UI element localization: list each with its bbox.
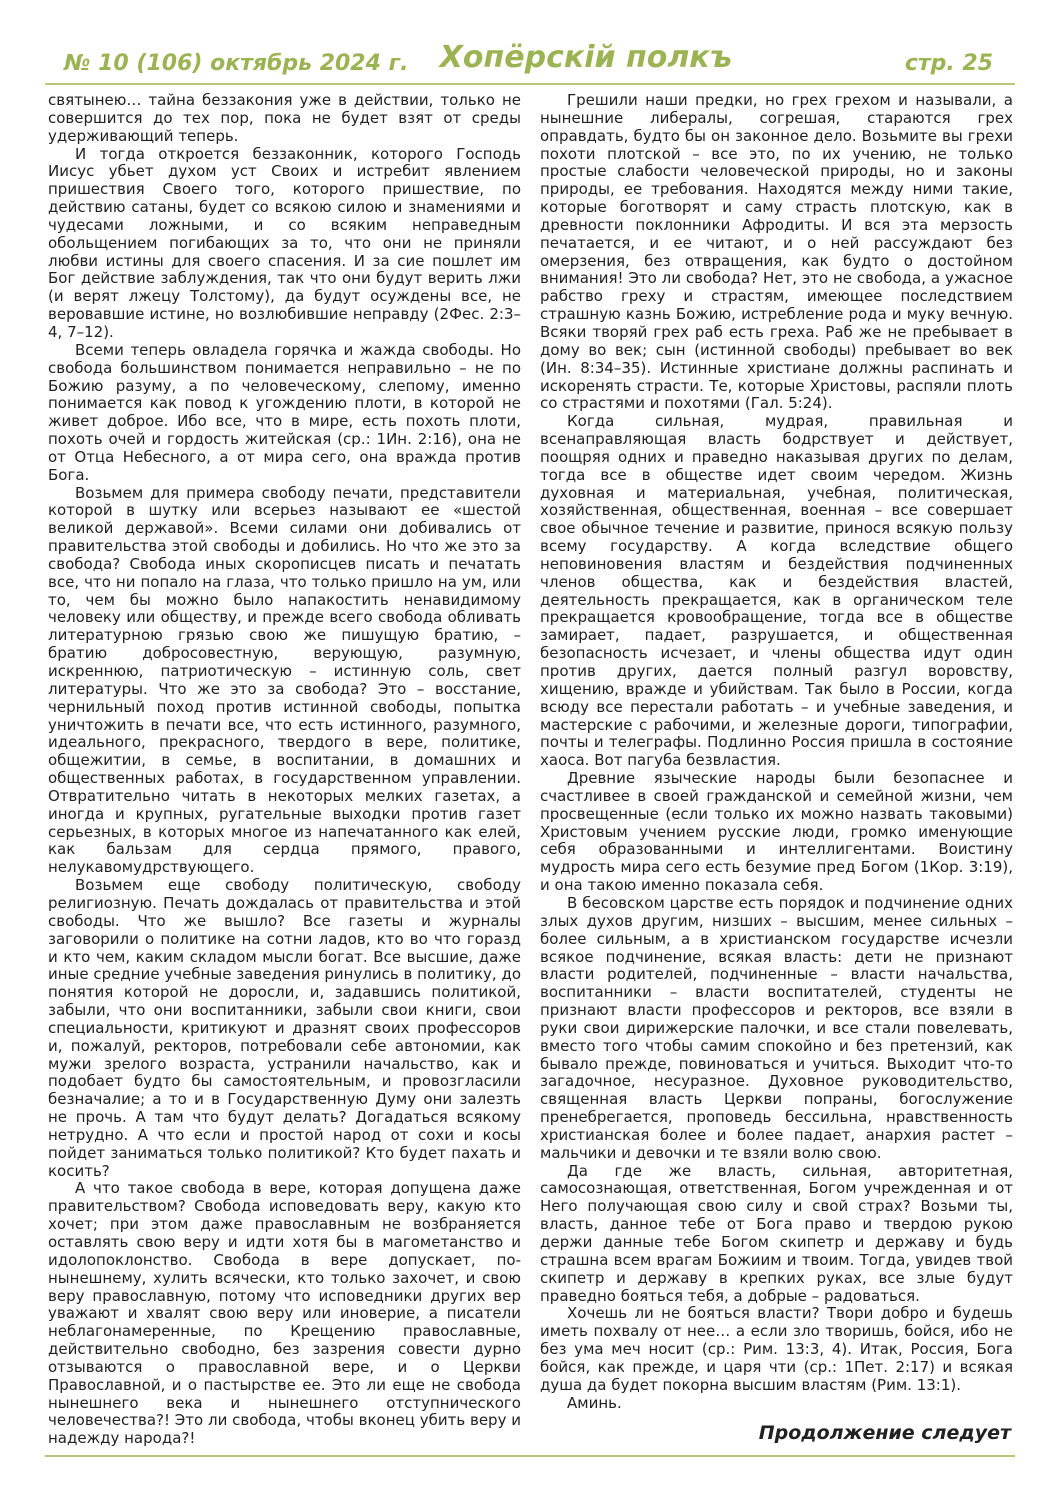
footer-divider (45, 1455, 1015, 1457)
paragraph: Возьмем еще свободу политическую, свободу религиозную. Печать дождалась от правительства и этой свободы. Что же вышло? Все газеты и журналы заговорили о политике на сотни ладов, кто во что горазд и кто чем, каким складом мысли богат. Все высшие, даже иные средние учебные заведения ринулись в политику, до понятия которой не доросли, и, задавшись политикой, забыли, что они воспитанники, забыли свои книги, свои специальности, критикуют и дразнят своих профессоров и, пожалуй, ректоров, потребовали себе автономии, как мужи зрелого возраста, устранили начальство, как и подобает будто бы самостоятельным, и провозгласили безначалие; а то и в Государственную Думу они залезть не прочь. А там что будут делать? Догадаться всякому нетрудно. А что если и простой народ от сохи и косы пойдет заниматься только политикой? Кто будет пахать и косить? (48, 876, 521, 1180)
paragraph: Да где же власть, сильная, авторитетная, самосознающая, ответственная, Богом учрежденная и от Него получающая свою силу и свой страх? Возьми ты, власть, данное тебе от Бога право и твердою рукою держи данные тебе Богом скипетр и державу и будь страшна всем врагам Божиим и твоим. Тогда, увидев твой скипетр и державу в крепких руках, все злые будут праведно бояться тебя, а добрые – радоваться. (540, 1161, 1013, 1305)
continuation-note: Продолжение следует (758, 1422, 1011, 1444)
paragraph: Когда сильная, мудрая, правильная и всенаправляющая власть бодрствует и действует, поощряя одних и праведно наказывая других по делам, тогда все в обществе идет своим чередом. Жизнь духовная и материальная, учебная, политическая, хозяйственная, общественная, военная – все совершает свое обычное течение и развитие, принося всякую пользу всему государству. А когда вследствие общего неповиновения властям и бездействия подчиненных членов общества, как и бездействия властей, деятельность прекращается, как в органическом теле прекращается кровообращение, тогда все в обществе замирает, падает, разрушается, и общественная безопасность исчезает, и члены общества идут один против других, дается полный разгул воровству, хищению, вражде и убийствам. Так было в России, когда всюду все перестали работать – и учебные заведения, и мастерские с рабочими, и железные дороги, типографии, почты и телеграфы. Подлинно Россия пришла в состояние хаоса. Вот пагуба безвластия. (540, 412, 1013, 770)
paragraph: Всеми теперь овладела горячка и жажда свободы. Но свобода большинством понимается неправильно – не по Божию разуму, а по человеческому, слепому, именно понимается как повод к угождению плоти, в которой не живет доброе. Ибо все, что в мире, есть похоть плоти, похоть очей и гордость житейская (ср.: 1Ин. 2:16), она не от Отца Небесного, а от мира сего, она вражда против Бога. (48, 340, 521, 484)
left-column (48, 92, 521, 1452)
masthead-title: Хопёрскій полкъ (439, 40, 733, 75)
paragraph: А что такое свобода в вере, которая допущена даже правительством? Свобода исповедовать веру, какую кто хочет; при этом даже православным не возбраняется оставлять свою веру и идти хотя бы в магометанство и идолопоклонство. Свобода в вере допускает, по-нынешнему, хулить всячески, кто только захочет, и свою веру православную, потому что исповедники других вер уважают и хвалят свою веру или иноверие, а писатели неблагонамеренные, по Крещению православные, действительно свободно, без зазрения совести дурно отзываются о православной вере, и о Церкви Православной, и о пастырстве ее. Это ли еще не свобода нынешнего века и нынешнего отступнического человечества?! Это ли свобода, чтобы вконец убить веру и надежду народа?! (48, 1179, 521, 1448)
right-column (540, 92, 1013, 1452)
issue-date-label: № 10 (106) октябрь 2024 г. (64, 51, 409, 76)
paragraph: Древние языческие народы были безопаснее и счастливее в своей гражданской и семейной жизни, чем просвещенные (если только их можно назвать таковыми) Христовым учением русские люди, громко именующие себя образованными и интеллигентами. Воистину мудрость мира сего есть безумие пред Богом (1Кор. 3:19), и она такою именно показала себя. (540, 769, 1013, 895)
paragraph: Аминь. (567, 1393, 622, 1412)
paragraph: И тогда откроется беззаконник, которого Господь Иисус убьет духом уст Своих и истребит явлением пришествия Своего того, которого пришествие, по действию сатаны, будет со всякою силою и знамениями и чудесами ложными, и со всяким неправедным обольщением погибающих за то, что они не приняли любви истины для своего спасения. И за сие пошлет им Бог действие заблуждения, так что они будут верить лжи (и верят лжецу Толстому), да будут осуждены все, не веровавшие истине, но возлюбившие неправду (2Фес. 2:3–4, 7–12). (48, 144, 521, 341)
article-body (48, 92, 1013, 1452)
paragraph: святынею… тайна беззакония уже в действии, только не совершится до тех пор, пока не будет взят от среды удерживающий теперь. (48, 92, 521, 145)
header-divider (45, 83, 1015, 85)
paragraph: Возьмем для примера свободу печати, представители которой в шутку или всерьез называют ее «шестой великой державой». Всеми силами они добивались от правительства этой свободы и добились. Но что же это за свобода? Свобода иных скорописцев писать и печатать все, что ни попало на глаза, что только пришло на ум, или то, чем бы можно было напакостить ненавидимому человеку или обществу, и прежде всего свобода обливать литературною грязью свою же пишущую братию, – братию добросовестную, верующую, разумную, искреннюю, патриотическую – истинную соль, свет литературы. Что же это за свобода? Это – восстание, чернильный поход против истинной свободы, попытка уничтожить в печати все, что есть истинного, разумного, идеального, прекрасного, твердого в вере, политике, общежитии, в семье, в воспитании, в домашних и общественных работах, в государственном управлении. Отвратительно читать в некоторых мелких газетах, а иногда и крупных, ругательные выходки против газет серьезных, в которых многое из напечатанного как елей, как бальзам для сердца прямого, правого, нелукавомудрствующего. (48, 483, 521, 877)
paragraph: В бесовском царстве есть порядок и подчинение одних злых духов другим, низших – высшим, менее сильных – более сильным, а в христианском государстве исчезли всякое подчинение, всякая власть: дети не признают власти родителей, подчиненные – власти начальства, воспитанники – власти воспитателей, студенты не признают власти профессоров и ректоров, все взяли в руки свои дирижерские палочки, и все стали повелевать, вместо того чтобы самим спокойно и без претензий, как бывало прежде, повиноваться и учиться. Выходит что-то загадочное, несуразное. Духовное руководительство, священная власть Церкви попраны, богослужение пренебрегается, проповедь бессильна, нравственность христианская более и более падает, анархия растет – мальчики и девочки и те взяли волю свою. (540, 893, 1013, 1162)
page-number-label: стр. 25 (904, 51, 993, 76)
paragraph: Грешили наши предки, но грех грехом и называли, а нынешние либералы, согрешая, стараются грех оправдать, будто бы он законное дело. Возьмите вы грехи похоти плотской – все это, по их учению, не только простые слабости человеческой природы, но и законы природы, ее требования. Находятся между ними такие, которые боготворят и саму страсть плотскую, как в древности поклонники Афродиты. И вся эта мерзость печатается, и ее читают, и о ней рассуждают без омерзения, без отвращения, как будто о достойном внимания! Это ли свобода? Нет, это не свобода, а ужасное рабство греху и страстям, имеющее последствием страшную казнь Божию, истребление рода и муку вечную. Всяки творяй грех раб есть греха. Раб же не пребывает в дому во век; сын (истинной свободы) пребывает во век (Ин. 8:34–35). Истинные христиане должны распинать и искоренять страсти. Те, которые Христовы, распяли плоть со страстями и похотями (Гал. 5:24). (540, 92, 1013, 413)
paragraph: Хочешь ли не бояться власти? Твори добро и будешь иметь похвалу от нее… а если зло творишь, бойся, ибо не без ума меч носит (ср.: Рим. 13:3, 4). Итак, Россия, Бога бойся, как прежде, и царя чти (ср.: 1Пет. 2:17) и всякая душа да будет покорна высшим властям (Рим. 13:1). (540, 1304, 1013, 1394)
